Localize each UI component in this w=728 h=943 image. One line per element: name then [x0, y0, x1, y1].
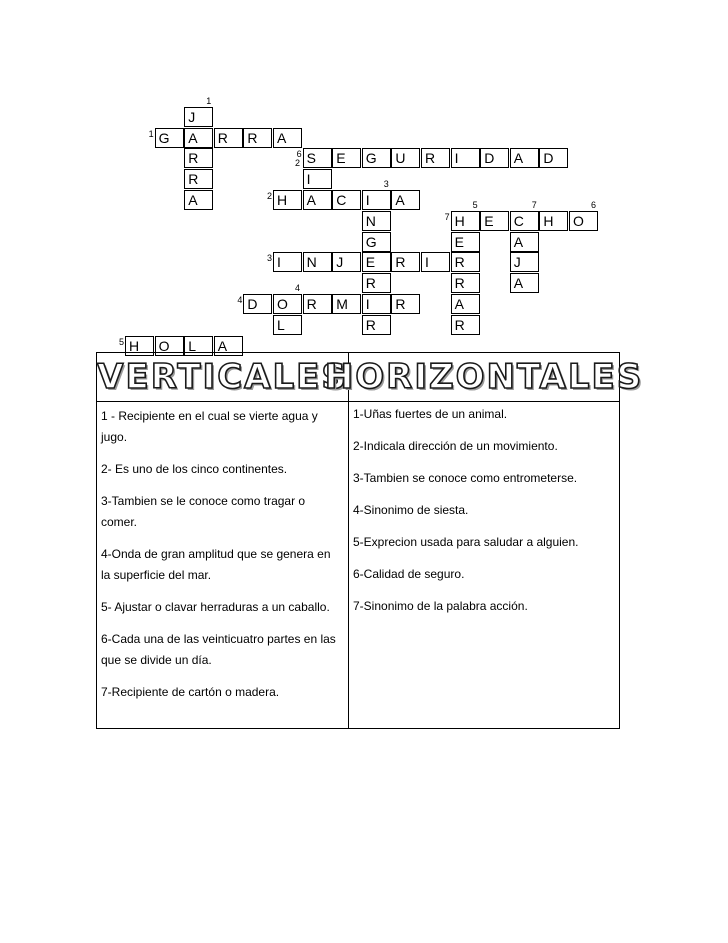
- crossword-letter: C: [513, 212, 524, 229]
- horizontal-clue: 6-Calidad de seguro.: [353, 567, 465, 581]
- crossword-letter: J: [513, 254, 521, 271]
- crossword-letter: R: [365, 316, 376, 333]
- horizontales-clue-list: [349, 402, 619, 728]
- vertical-clue: 6-Cada una de las veinticuatro partes en las que se divide un día.: [101, 632, 336, 667]
- crossword-letter: I: [306, 171, 311, 188]
- crossword-letter: A: [395, 192, 405, 208]
- clue-number: 5: [472, 199, 478, 210]
- crossword-letter: D: [247, 296, 258, 312]
- crossword-letter: R: [188, 171, 199, 188]
- clue-number: 3: [267, 253, 273, 264]
- crossword-letter: I: [365, 296, 370, 312]
- crossword-letter: E: [484, 212, 494, 229]
- verticales-column: [97, 353, 349, 728]
- crossword-letter: A: [306, 192, 316, 208]
- verticales-clue-list: [97, 402, 348, 728]
- clue-number: 2: [267, 191, 273, 201]
- crossword-letter: A: [513, 233, 524, 250]
- horizontal-clue: 5-Exprecion usada para saludar a alguien.: [353, 535, 579, 549]
- horizontal-clue: 3-Tambien se conoce como entrometerse.: [353, 471, 578, 485]
- crossword-letter: R: [454, 254, 465, 271]
- crossword-letter: R: [454, 275, 465, 292]
- crossword-letter: L: [188, 337, 196, 354]
- vertical-clue: 5- Ajustar o clavar herraduras a un caballo.: [101, 600, 330, 614]
- clue-number: 6: [296, 149, 302, 160]
- clue-number: 7: [444, 211, 450, 222]
- crossword-letter: J: [336, 254, 344, 271]
- crossword-letter: E: [454, 233, 464, 250]
- crossword-letter: A: [217, 337, 228, 354]
- clue-number: 1: [206, 95, 212, 106]
- vertical-clue: 1 - Recipiente en el cual se vierte agua y jugo.: [101, 409, 318, 444]
- crossword-letter: E: [365, 254, 376, 271]
- crossword-letter: N: [365, 212, 376, 229]
- clue-number: 5: [119, 336, 125, 347]
- crossword-letter: A: [188, 192, 198, 208]
- clue-number: 6: [591, 199, 597, 210]
- crossword-letter: O: [573, 212, 584, 229]
- crossword-letter: A: [277, 129, 287, 146]
- verticales-heading: VERTICALES: [97, 353, 348, 402]
- crossword-letter: U: [395, 150, 406, 167]
- clue-number: 1: [148, 128, 154, 139]
- clue-number: 7: [531, 199, 537, 210]
- crossword-letter: R: [217, 129, 228, 146]
- vertical-clue: 2- Es uno de los cinco continentes.: [101, 462, 288, 476]
- clue-table: [96, 352, 644, 729]
- crossword-letter: I: [365, 192, 370, 208]
- clue-number: 4: [295, 283, 301, 293]
- crossword-letter: R: [454, 316, 465, 333]
- crossword-letter: I: [454, 150, 459, 167]
- vertical-clue: 7-Recipiente de cartón o madera.: [101, 685, 280, 699]
- clue-number: 3: [383, 179, 389, 189]
- crossword-letter: D: [543, 150, 554, 167]
- crossword-letter: H: [543, 212, 554, 229]
- crossword-letter: O: [158, 337, 170, 354]
- horizontal-clue: 7-Sinonimo de la palabra acción.: [353, 599, 528, 613]
- crossword-letter: H: [129, 337, 140, 354]
- clue-number: 2: [295, 158, 301, 169]
- crossword-letter: R: [247, 129, 258, 146]
- crossword-letter: D: [484, 150, 495, 167]
- crossword-letter: H: [277, 192, 288, 208]
- crossword-grid: [0, 0, 728, 354]
- crossword-letter: C: [336, 192, 347, 208]
- crossword-letter: A: [454, 296, 464, 312]
- horizontal-clue: 4-Sinonimo de siesta.: [353, 503, 469, 517]
- crossword-letter: H: [454, 212, 465, 229]
- horizontales-heading: HORIZONTALES: [349, 353, 619, 402]
- crossword-letter: E: [336, 150, 346, 167]
- crossword-letter: R: [306, 296, 317, 312]
- crossword-letter: I: [425, 254, 429, 271]
- crossword-letter: R: [395, 254, 406, 271]
- crossword-letter: R: [365, 275, 376, 292]
- crossword-letter: M: [336, 296, 348, 312]
- horizontal-clue: 2-Indicala dirección de un movimiento.: [353, 439, 558, 453]
- crossword-letter: S: [306, 150, 316, 167]
- horizontal-clue: 1-Uñas fuertes de un animal.: [353, 407, 508, 421]
- horizontales-column: [324, 353, 644, 728]
- crossword-letter: A: [513, 275, 524, 292]
- crossword-letter: R: [395, 296, 406, 312]
- crossword-letter: I: [277, 254, 281, 271]
- crossword-letter: J: [188, 108, 196, 125]
- crossword-letter: R: [188, 150, 199, 167]
- crossword-letter: L: [277, 316, 285, 333]
- crossword-letter: N: [306, 254, 317, 271]
- vertical-clue: 4-Onda de gran amplitud que se genera en la superficie del mar.: [101, 547, 331, 582]
- crossword-letter: G: [365, 233, 377, 250]
- crossword-letter: G: [158, 129, 170, 146]
- clue-number: 4: [237, 295, 243, 305]
- crossword-letter: R: [425, 150, 436, 167]
- crossword-letter: G: [365, 150, 377, 167]
- crossword-letter: A: [188, 129, 198, 146]
- vertical-clue: 3-Tambien se le conoce como tragar o comer.: [101, 494, 306, 529]
- crossword-letter: A: [513, 150, 524, 167]
- crossword-letter: O: [277, 296, 288, 312]
